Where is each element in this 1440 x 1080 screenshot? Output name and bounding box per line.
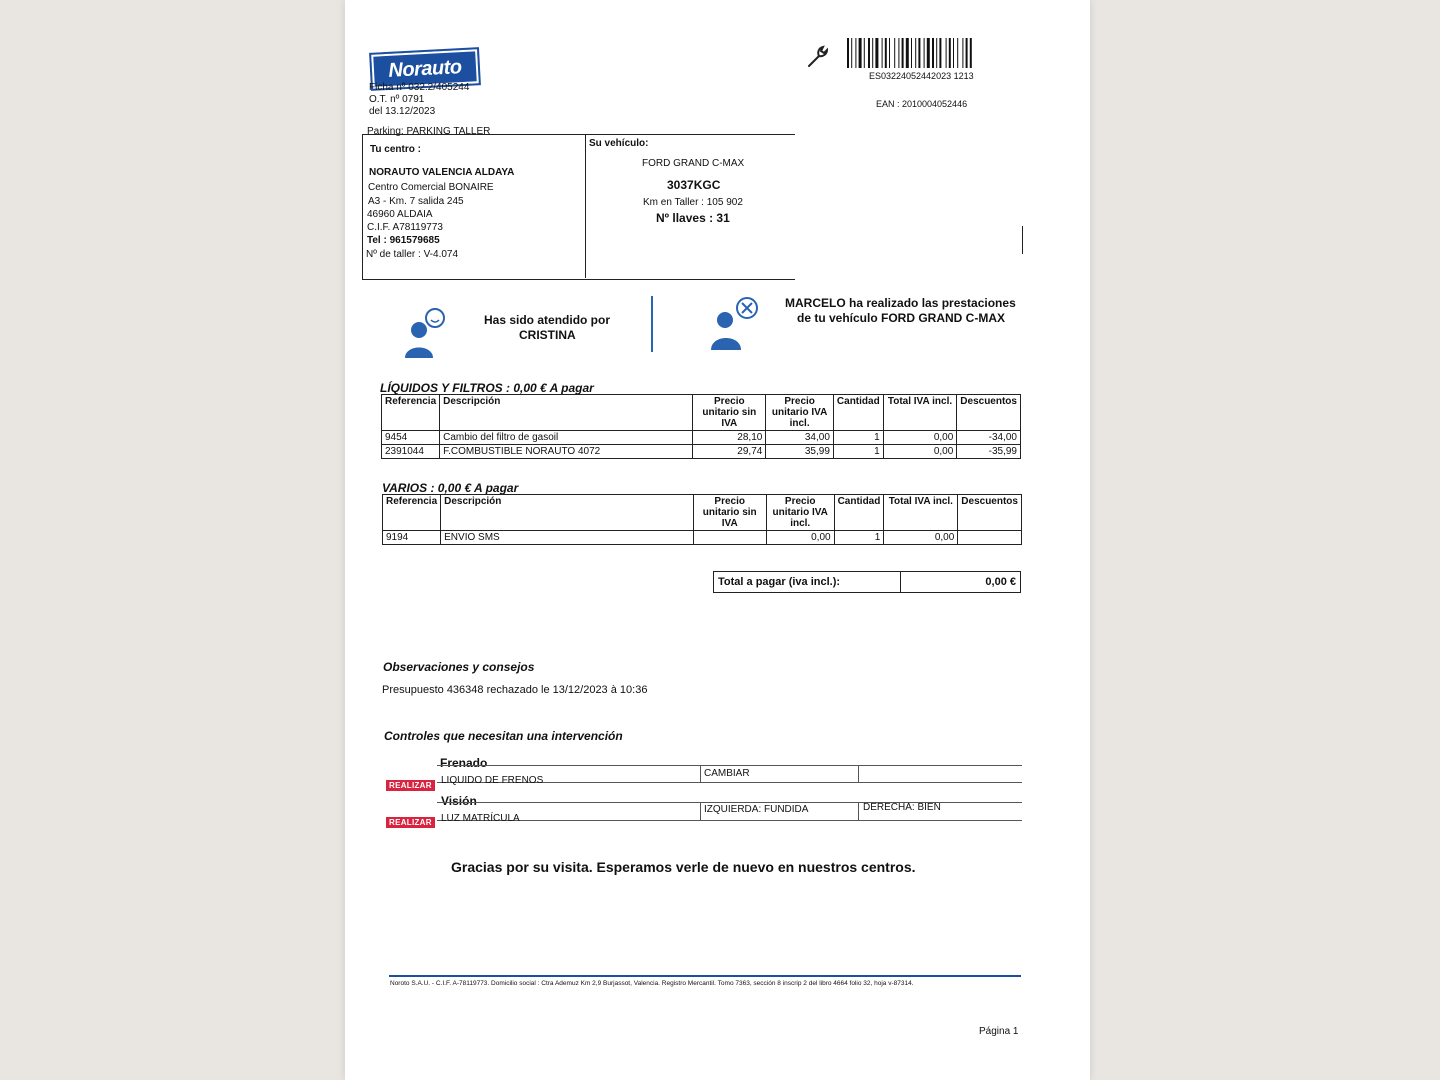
- barcode-bar: [851, 38, 852, 68]
- mechanic-line1: MARCELO ha realizado las prestaciones: [785, 296, 1016, 310]
- parking-label: Parking: PARKING TALLER: [367, 126, 491, 137]
- logo-text: Norauto: [387, 56, 463, 82]
- liquidos-title: LÍQUIDOS Y FILTROS : 0,00 € A pagar: [380, 381, 594, 395]
- controles-title: Controles que necesitan una intervención: [384, 729, 623, 743]
- barcode-bar: [859, 38, 862, 68]
- attended-label: Has sido atendido por: [484, 313, 611, 327]
- attended-divider: [651, 296, 653, 352]
- barcode-bar: [936, 38, 937, 68]
- liquidos-header-row: [382, 395, 1021, 431]
- cell-descuento: -34,00: [957, 431, 1021, 445]
- centro-tel: Tel : 961579685: [367, 235, 440, 246]
- cell-price-sin: 28,10: [693, 431, 766, 445]
- cell-total: 0,00: [884, 531, 958, 545]
- centro-name: NORAUTO VALENCIA ALDAYA: [369, 167, 515, 178]
- mechanic-icon: [709, 296, 759, 357]
- barcode-bar: [864, 38, 865, 68]
- wrench-icon: [805, 44, 831, 75]
- barcode-bar: [894, 38, 895, 68]
- barcode-bar: [932, 38, 934, 68]
- col-precio-iva: Precio unitario IVA incl.: [766, 395, 834, 431]
- col-descripcion: Descripción: [440, 395, 693, 431]
- cell-cantidad: 1: [833, 445, 883, 459]
- table-row: [383, 531, 1022, 545]
- cell-price-con: 34,00: [766, 431, 834, 445]
- vehiculo-model: FORD GRAND C-MAX: [642, 158, 745, 169]
- cell-ref: 2391044: [382, 445, 440, 459]
- col-cantidad: Cantidad: [833, 395, 883, 431]
- cell-price-sin: 29,74: [693, 445, 766, 459]
- control-action: CAMBIAR: [704, 768, 750, 779]
- footer-rule: [389, 975, 1021, 977]
- barcode-bar: [882, 38, 883, 68]
- total-label: Total a pagar (iva incl.):: [714, 572, 901, 593]
- cell-price-con: 0,00: [766, 531, 834, 545]
- barcode-bar: [927, 38, 930, 68]
- info-edge-mark: [1022, 226, 1023, 254]
- col-precio-sin-iva: Precio unitario sin IVA: [693, 495, 766, 531]
- attended-name: CRISTINA: [519, 328, 576, 342]
- vehiculo-llaves: Nº llaves : 31: [656, 211, 730, 225]
- barcode-bar: [847, 38, 849, 68]
- barcode-bar: [957, 38, 958, 68]
- cell-total: 0,00: [883, 431, 957, 445]
- total-value: 0,00 €: [901, 572, 1021, 593]
- barcode-number: ES03224052442023 1213: [869, 71, 974, 81]
- barcode-bar: [918, 38, 920, 68]
- col-total: Total IVA incl.: [884, 495, 958, 531]
- col-cantidad: Cantidad: [834, 495, 884, 531]
- control-line: [437, 765, 1022, 766]
- order-date: del 13.12/2023: [369, 106, 436, 117]
- barcode-bar: [939, 38, 941, 68]
- barcode-bar: [911, 38, 912, 68]
- col-descripcion: Descripción: [441, 495, 693, 531]
- centro-taller: Nº de taller : V-4.074: [366, 249, 459, 260]
- control-line: [437, 820, 1022, 821]
- control-group-frenado: Frenado: [440, 756, 488, 770]
- control-right: DERECHA: BIEN: [863, 802, 941, 813]
- control-group-vision: Visión: [441, 794, 477, 808]
- control-item: LIQUIDO DE FRENOS: [441, 775, 544, 786]
- col-precio-sin-iva: Precio unitario sin IVA: [693, 395, 766, 431]
- footer-legal: Noroto S.A.U. - C.I.F. A-78119773. Domicilio social : Ctra Ademuz Km 2,9 Burjassot, Valencia. Registro Mercantil. Tomo 7363, sección 8 inscrip 2 del libro 4664 folio 32, hoja v-87314.: [390, 980, 914, 987]
- cell-descuento: [958, 531, 1022, 545]
- cell-ref: 9454: [382, 431, 440, 445]
- barcode-bar: [855, 38, 856, 68]
- liquidos-table: [381, 394, 1021, 459]
- barcode-bar: [962, 38, 963, 68]
- thanks-message: Gracias por su visita. Esperamos verle de nuevo en nuestros centros.: [451, 859, 916, 875]
- realizar-badge: REALIZAR: [386, 817, 435, 828]
- page-number: Página 1: [979, 1026, 1019, 1037]
- barcode-bar: [949, 38, 951, 68]
- col-descuentos: Descuentos: [958, 495, 1022, 531]
- control-item: LUZ MATRÍCULA: [441, 813, 520, 824]
- advisor-icon: [403, 306, 449, 365]
- ot-number: O.T. nº 0791: [369, 94, 425, 105]
- barcode-bar: [915, 38, 916, 68]
- barcode-bar: [946, 38, 947, 68]
- barcode-bar: [875, 38, 878, 68]
- cell-descuento: -35,99: [957, 445, 1021, 459]
- realizar-badge: REALIZAR: [386, 780, 435, 791]
- col-referencia: Referencia: [383, 495, 441, 531]
- cell-total: 0,00: [883, 445, 957, 459]
- barcode-bar: [889, 38, 890, 68]
- invoice-page: [345, 0, 1090, 1080]
- ean-code: EAN : 2010004052446: [876, 99, 968, 109]
- cell-ref: 9194: [383, 531, 441, 545]
- barcode-bar: [872, 38, 873, 68]
- table-row: [382, 431, 1021, 445]
- table-row: [382, 445, 1021, 459]
- cell-price-con: 35,99: [766, 445, 834, 459]
- cell-desc: F.COMBUSTIBLE NORAUTO 4072: [440, 445, 693, 459]
- centro-title: Tu centro :: [370, 144, 421, 155]
- vehiculo-title: Su vehículo:: [589, 138, 649, 149]
- barcode-bar: [902, 38, 904, 68]
- control-divider: [858, 765, 859, 782]
- cell-cantidad: 1: [833, 431, 883, 445]
- centro-line1: Centro Comercial BONAIRE: [368, 182, 494, 193]
- barcode-bar: [868, 38, 870, 68]
- cell-desc: Cambio del filtro de gasoil: [440, 431, 693, 445]
- ficha-number: Ficha nº 032.2/405244: [369, 82, 470, 93]
- col-total: Total IVA incl.: [883, 395, 957, 431]
- barcode-bar: [953, 38, 954, 68]
- barcode-bar: [970, 38, 972, 68]
- centro-cif: C.I.F. A78119773: [367, 222, 443, 233]
- control-divider: [700, 765, 701, 782]
- barcode: [847, 38, 1009, 73]
- barcode-bar: [966, 38, 968, 68]
- centro-line3: 46960 ALDAIA: [367, 209, 433, 220]
- mechanic-line2: de tu vehículo FORD GRAND C-MAX: [797, 311, 1006, 325]
- col-referencia: Referencia: [382, 395, 440, 431]
- barcode-bar: [906, 38, 909, 68]
- vehiculo-km: Km en Taller : 105 902: [643, 197, 743, 208]
- col-precio-iva: Precio unitario IVA incl.: [766, 495, 834, 531]
- barcode-bar: [898, 38, 899, 68]
- control-divider: [858, 802, 859, 820]
- observaciones-text: Presupuesto 436348 rechazado le 13/12/2023 à 10:36: [382, 684, 648, 696]
- cell-price-sin: [693, 531, 766, 545]
- total-table: [713, 571, 1021, 593]
- varios-header-row: [383, 495, 1022, 531]
- cell-cantidad: 1: [834, 531, 884, 545]
- cell-desc: ENVIO SMS: [441, 531, 693, 545]
- vehiculo-plate: 3037KGC: [667, 178, 721, 192]
- control-divider: [700, 802, 701, 820]
- control-left: IZQUIERDA: FUNDIDA: [704, 804, 809, 815]
- barcode-bar: [924, 38, 925, 68]
- varios-table: [382, 494, 1022, 545]
- col-descuentos: Descuentos: [957, 395, 1021, 431]
- observaciones-title: Observaciones y consejos: [383, 660, 535, 674]
- info-divider: [585, 134, 586, 278]
- varios-title: VARIOS : 0,00 € A pagar: [382, 481, 519, 495]
- centro-line2: A3 - Km. 7 salida 245: [368, 196, 464, 207]
- barcode-bar: [885, 38, 887, 68]
